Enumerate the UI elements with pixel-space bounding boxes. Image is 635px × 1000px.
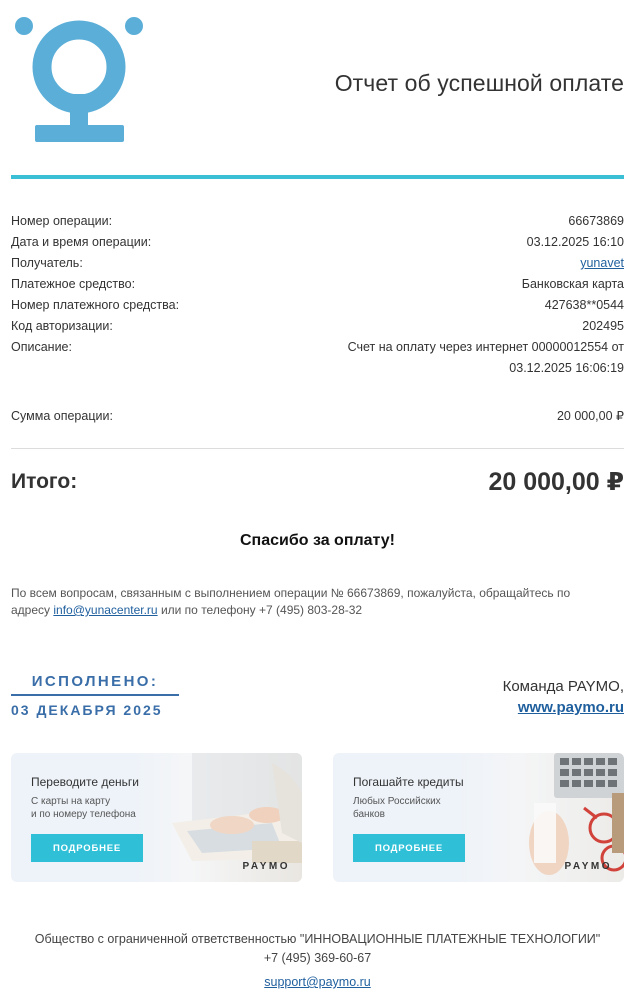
total-row <box>11 462 624 502</box>
promo-subtitle <box>31 795 161 821</box>
footer <box>0 930 635 992</box>
detail-value: 202495 <box>582 319 624 333</box>
detail-value: 427638**0544 <box>544 298 624 312</box>
detail-label: Номер платежного средства: <box>11 298 180 312</box>
paymo-website-link[interactable]: www.paymo.ru <box>517 699 624 716</box>
detail-row-recipient <box>11 253 624 274</box>
support-note <box>11 585 611 619</box>
detail-label: Дата и время операции: <box>11 235 152 249</box>
total-label: Итого: <box>11 470 78 493</box>
yuna-logo-icon <box>10 14 150 146</box>
thanks-message: Спасибо за оплату! <box>240 532 395 549</box>
detail-row-auth-code <box>11 316 624 337</box>
operation-details <box>11 211 624 379</box>
completed-stamp <box>11 673 179 718</box>
more-button[interactable]: ПОДРОБНЕЕ <box>353 834 465 862</box>
promo-banner-transfers[interactable] <box>11 753 302 882</box>
page-title: Отчет об успешной оплате <box>334 70 624 96</box>
promo-subtitle-line: и по номеру телефона <box>31 809 136 820</box>
more-button[interactable]: ПОДРОБНЕЕ <box>31 834 143 862</box>
footer-phone: +7 (495) 369-60-67 <box>263 951 372 965</box>
detail-label: Номер операции: <box>11 214 113 228</box>
header-divider <box>11 175 624 179</box>
paymo-brand: PAYMO <box>242 861 290 872</box>
promo-subtitle-line: Любых Российских <box>353 796 441 807</box>
total-value: 20 000,00 ₽ <box>488 468 624 496</box>
divider <box>11 448 624 449</box>
stamp-title: ИСПОЛНЕНО: <box>31 673 159 690</box>
stamp-date: 03 ДЕКАБРЯ 2025 <box>11 702 163 718</box>
detail-value: 03.12.2025 16:10 <box>526 235 624 249</box>
promo-subtitle-line: С карты на карту <box>31 796 111 807</box>
sum-label: Сумма операции: <box>11 409 113 423</box>
detail-value: Счет на оплату через интернет 00000012554 от 03.12.2025 16:06:19 <box>347 340 624 375</box>
detail-row-description <box>11 337 624 379</box>
promo-title: Переводите деньги <box>31 775 140 789</box>
promo-subtitle <box>353 795 483 821</box>
detail-value: 66673869 <box>568 214 624 228</box>
team-name: Команда PAYMO, <box>502 678 624 695</box>
detail-label: Код авторизации: <box>11 319 113 333</box>
support-email-link[interactable]: info@yunacenter.ru <box>53 603 158 617</box>
detail-value: Банковская карта <box>521 277 624 291</box>
detail-row-card-number <box>11 295 624 316</box>
recipient-link[interactable]: yunavet <box>580 256 624 270</box>
note-text-phone: или по телефону +7 (495) 803-28-32 <box>157 603 363 617</box>
paymo-brand: PAYMO <box>564 861 612 872</box>
detail-label: Описание: <box>11 340 72 354</box>
team-signature <box>503 677 624 719</box>
promo-title: Погашайте кредиты <box>353 775 464 789</box>
promo-banner-credits[interactable] <box>333 753 624 882</box>
footer-company: Общество с ограниченной ответственностью "ИННОВАЦИОННЫЕ ПЛАТЕЖНЫЕ ТЕХНОЛОГИИ" <box>34 932 601 946</box>
sum-value: 20 000,00 ₽ <box>556 409 624 423</box>
detail-row-payment-method <box>11 274 624 295</box>
detail-row-operation-number <box>11 211 624 232</box>
detail-label: Платежное средство: <box>11 277 136 291</box>
detail-row-datetime <box>11 232 624 253</box>
support-email-footer-link[interactable]: support@paymo.ru <box>264 975 371 989</box>
sum-row <box>11 406 624 427</box>
promo-subtitle-line: банков <box>353 809 385 820</box>
detail-label: Получатель: <box>11 256 83 270</box>
note-text: По всем вопросам, связанным с выполнением операции № 66673869, пожалуйста, обращайтесь по адресу <box>11 586 571 617</box>
